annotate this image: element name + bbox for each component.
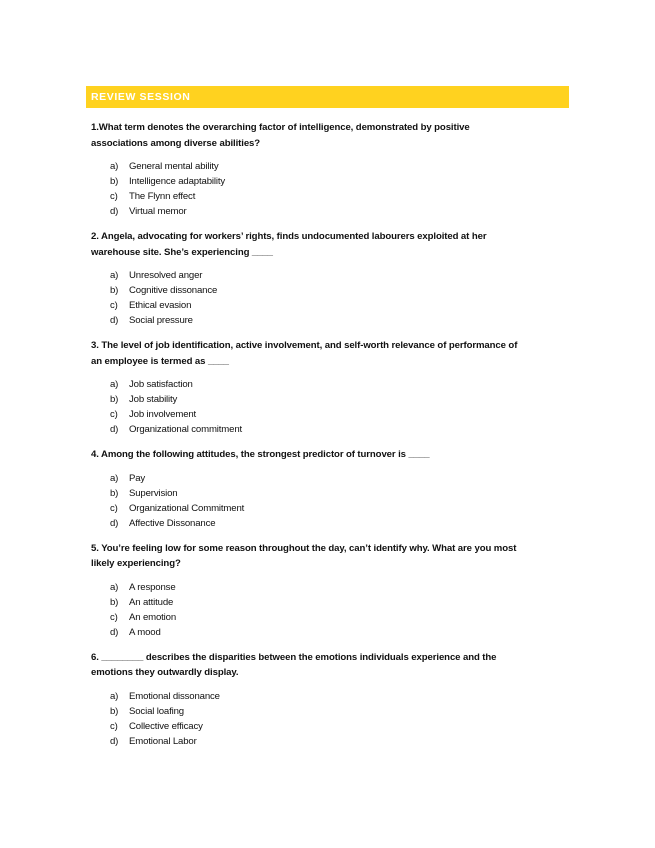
question-text: 2. Angela, advocating for workers’ rights, finds undocumented labourers exploited at her warehouse site. She’s experiencing ____ [91,231,487,258]
question-6 [91,650,569,749]
option-a: a) Job satisfaction [110,379,193,390]
option-a: a) Emotional dissonance [110,690,220,702]
question-text: 4. Among the following attitudes, the strongest predictor of turnover is ____ [91,449,430,460]
option-d: d) Social pressure [110,315,193,326]
option-d: d) Organizational commitment [110,424,243,435]
option-c: c) An emotion [110,611,177,623]
option-a: a) Pay [110,472,146,484]
question-text: 6. ________ describes the disparities between the emotions individuals experience and the emotions they outwardly display. [91,651,497,678]
option-c: c) Collective efficacy [110,720,203,732]
option-a: a) A response [110,581,176,593]
question-5 [91,541,569,640]
option-c: c) Ethical evasion [110,300,192,311]
option-d: d) A mood [110,626,161,638]
option-list [91,268,569,328]
option-b: b) Social loafing [110,705,184,717]
question-list [91,120,569,759]
option-d: d) Emotional Labor [110,735,197,747]
option-b: b) Intelligence adaptability [110,176,225,187]
question-1 [91,120,569,219]
option-list [91,580,569,640]
option-a: a) Unresolved anger [110,270,203,281]
question-3 [91,338,569,437]
option-b: b) Cognitive dissonance [110,285,218,296]
option-list [91,159,569,219]
option-c: c) Job involvement [110,409,197,420]
section-banner [86,86,569,108]
banner-title: REVIEW SESSION [91,91,191,103]
option-c: c) The Flynn effect [110,191,196,202]
question-text: 1.What term denotes the overarching factor of intelligence, demonstrated by positive associations among diverse abilities? [91,122,470,149]
option-b: b) Supervision [110,487,178,499]
option-list [91,377,569,437]
question-4 [91,447,569,531]
option-a: a) General mental ability [110,161,219,172]
question-text: 5. You’re feeling low for some reason throughout the day, can’t identify why. What are you most likely experiencing? [91,542,517,569]
question-2 [91,229,569,328]
option-d: d) Virtual memor [110,206,187,217]
option-d: d) Affective Dissonance [110,517,216,529]
question-text: 3. The level of job identification, active involvement, and self-worth relevance of performance of an employee is termed as ____ [91,340,518,367]
option-list [91,689,569,749]
option-b: b) Job stability [110,394,178,405]
option-b: b) An attitude [110,596,174,608]
option-c: c) Organizational Commitment [110,502,245,514]
option-list [91,471,569,531]
